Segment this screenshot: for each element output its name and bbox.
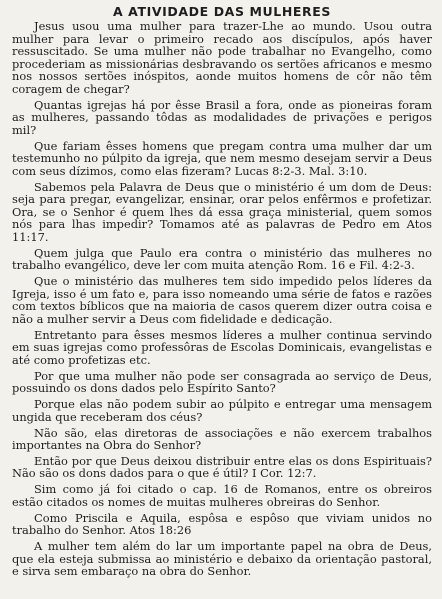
paragraph: Entretanto para êsses mesmos líderes a mulher continua servindo em suas igrejas como professôras de Escolas Dominicais, evangelistas e até como profetizas etc. bbox=[12, 327, 432, 367]
paragraph: Porque elas não podem subir ao púlpito e entregar uma mensagem ungida que receberam dos céus? bbox=[12, 397, 432, 424]
paragraph: Não são, elas diretoras de associações e não exercem trabalhos importantes na Obra do Senhor? bbox=[12, 425, 432, 453]
article-title: A ATIVIDADE DAS MULHERES bbox=[112, 4, 332, 19]
paragraph: Quantas igrejas há por êsse Brasil a fora, onde as pioneiras foram as mulheres, passando tôdas as modalidades de privações e perigos mil? bbox=[12, 97, 432, 137]
paragraph: Sabemos pela Palavra de Deus que o ministério é um dom de Deus: seja para pregar, evangelizar, ensinar, orar pelos enfêrmos e profetizar. Ora, se o Senhor é quem lhes dá essa graça ministerial, quem somos nós para lhas impedir? Tomamos até as palavras de Pedro em Atos 11:17. bbox=[12, 179, 432, 245]
paragraph: Quem julga que Paulo era contra o ministério das mulheres no trabalho evangélico, deve ler com muita atenção Rom. 16 e Fil. 4:2-3. bbox=[12, 245, 432, 273]
paragraph: Então por que Deus deixou distribuir entre elas os dons Espirituais? Não são os dons dados para o que é útil? I Cor. 12:7. bbox=[12, 453, 432, 481]
paragraph: Que fariam êsses homens que pregam contra uma mulher dar um testemunho no púlpito da igreja, que nem mesmo desejam servir a Deus com seus dízimos, como elas fizeram? Lucas 8:2-3. Mal. 3:10. bbox=[12, 138, 432, 178]
paragraph: Como Priscila e Aquila, espôsa e espôso que viviam unidos no trabalho do Senhor. Atos 18:26 bbox=[12, 510, 432, 538]
paragraph: Que o ministério das mulheres tem sido impedido pelos líderes da Igreja, isso é um fato e, para isso nomeando uma série de fatos e razões com textos bíblicos que na maioria de casos querem dizer outra coisa e não a mulher servir a Deus com fidelidade e dedicação. bbox=[12, 274, 432, 326]
paragraph: Sim como já foi citado o cap. 16 de Romanos, entre os obreiros estão citados os nomes de muitas mulheres obreiras do Senhor. bbox=[12, 482, 432, 509]
paragraph: A mulher tem além do lar um importante papel na obra de Deus, que ela esteja submissa ao ministério e debaixo da orientação pastoral, e sirva sem embaraço na obra do Senhor. bbox=[12, 539, 432, 579]
paragraph: Por que uma mulher não pode ser consagrada ao serviço de Deus, possuindo os dons dados pelo Espírito Santo? bbox=[12, 368, 432, 396]
paragraph: Jesus usou uma mulher para trazer-Lhe ao mundo. Usou outra mulher para levar o primeiro recado aos discípulos, após haver ressuscitado. Se uma mulher não pode trabalhar no Evangelho, como procederiam as missionárias desbravando os sertões africanos e mesmo nos nossos sertões inóspitos, aonde muitos homens de côr não têm coragem de chegar? bbox=[12, 19, 432, 96]
